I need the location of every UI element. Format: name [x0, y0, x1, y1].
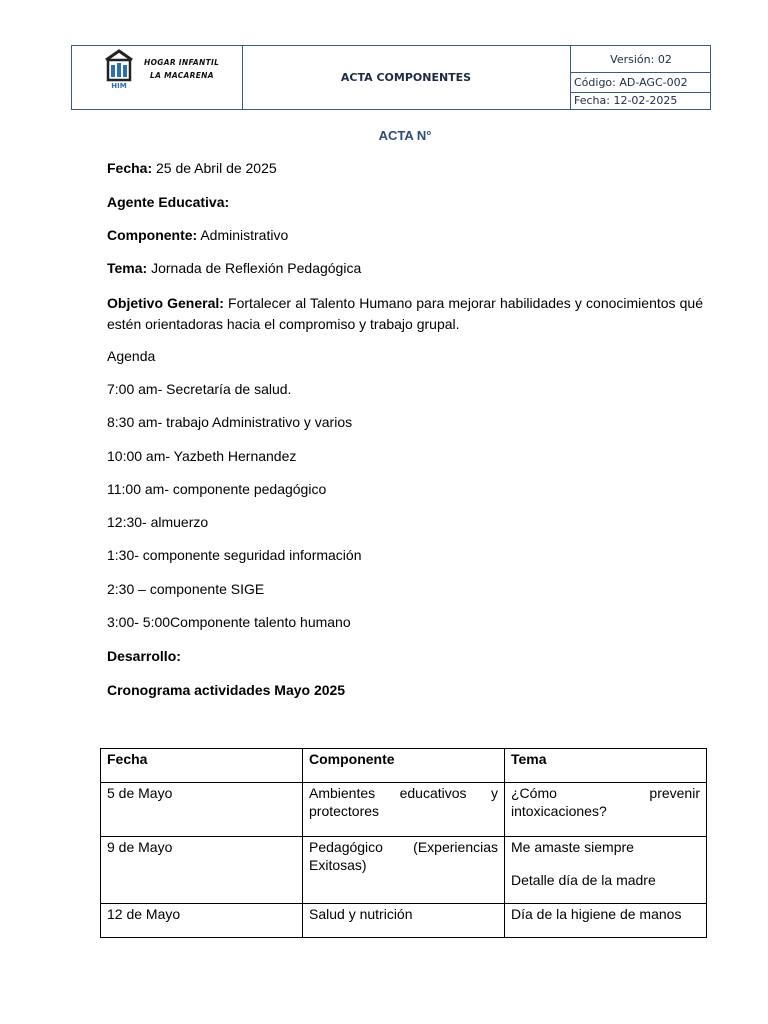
tema-line	[107, 260, 361, 277]
document-title: ACTA COMPONENTES	[242, 46, 571, 109]
cell-tema	[505, 783, 707, 837]
date-label: Fecha: 12-02-2025	[574, 94, 678, 107]
componente-value: Administrativo	[197, 227, 289, 243]
objetivo-label: Objetivo General:	[107, 295, 224, 311]
fecha-label: Fecha:	[107, 160, 153, 176]
cell-tema-line: Me amaste siempre	[511, 839, 634, 855]
cronograma-label: Cronograma actividades Mayo 2025	[107, 682, 346, 698]
document-header	[71, 45, 711, 110]
componente-line	[107, 227, 288, 244]
logo-cell	[72, 46, 243, 109]
cell-tema-line: ¿Cómo prevenir	[511, 785, 700, 801]
cell-tema: Día de la higiene de manos	[505, 904, 707, 938]
agenda-item: 11:00 am- componente pedagógico	[107, 481, 327, 497]
cell-componente	[303, 783, 505, 837]
agenda-item: 3:00- 5:00Componente talento humano	[107, 614, 351, 630]
cell-tema	[505, 837, 707, 904]
componente-label: Componente:	[107, 227, 198, 243]
header-componente: Componente	[303, 749, 505, 783]
agenda-label: Agenda	[107, 348, 156, 364]
document-meta	[571, 46, 711, 109]
logo-letters: HIM	[111, 82, 127, 90]
desarrollo-label: Desarrollo:	[107, 648, 181, 664]
header-tema: Tema	[505, 749, 707, 783]
header-fecha: Fecha	[101, 749, 303, 783]
agenda-item: 10:00 am- Yazbeth Hernandez	[107, 448, 297, 464]
cell-gap	[511, 856, 700, 871]
fecha-line	[107, 160, 277, 177]
table-header-row	[101, 749, 707, 783]
code-label: Código: AD-AGC-002	[571, 73, 711, 93]
agenda-item: 12:30- almuerzo	[107, 514, 209, 530]
objetivo-paragraph	[107, 293, 703, 335]
table-row	[101, 837, 707, 904]
cronograma-table	[100, 748, 707, 938]
cell-fecha: 5 de Mayo	[101, 783, 303, 837]
house-logo-icon	[102, 48, 136, 104]
cell-tema-line: intoxicaciones?	[511, 803, 607, 819]
cell-componente-line: Exitosas)	[309, 857, 367, 873]
fecha-value: 25 de Abril de 2025	[152, 160, 277, 176]
agenda-item: 2:30 – componente SIGE	[107, 581, 265, 597]
organization-name	[144, 56, 240, 82]
cell-componente-line: Ambientes educativos y	[309, 785, 498, 801]
agente-label: Agente Educativa:	[107, 194, 230, 210]
agenda-item: 1:30- componente seguridad información	[107, 547, 362, 563]
tema-label: Tema:	[107, 260, 148, 276]
cell-componente	[303, 837, 505, 904]
org-name-line2: LA MACARENA	[150, 71, 214, 80]
table-row	[101, 783, 707, 837]
agente-line	[107, 194, 229, 211]
cell-fecha: 9 de Mayo	[101, 837, 303, 904]
cell-componente-line: Pedagógico (Experiencias	[309, 839, 498, 855]
desarrollo-heading	[107, 648, 181, 665]
agenda-item: 8:30 am- trabajo Administrativo y varios	[107, 414, 353, 430]
cronograma-heading	[107, 682, 345, 699]
cell-componente-line: protectores	[309, 803, 380, 819]
org-name-line1: HOGAR INFANTIL	[144, 58, 220, 67]
cell-tema-line: Detalle día de la madre	[511, 872, 656, 888]
acta-title: ACTA N°	[378, 128, 432, 143]
cell-fecha: 12 de Mayo	[101, 904, 303, 938]
objetivo-value: Fortalecer al Talento Humano para mejorar habilidades y conocimientos qué estén orientadoras hacia el compromiso y trabajo grupal.	[107, 295, 704, 332]
agenda-item: 7:00 am- Secretaría de salud.	[107, 381, 292, 397]
cell-componente: Salud y nutrición	[303, 904, 505, 938]
table-row	[101, 904, 707, 938]
tema-value: Jornada de Reflexión Pedagógica	[147, 260, 362, 276]
version-label: Versión: 02	[571, 46, 711, 73]
